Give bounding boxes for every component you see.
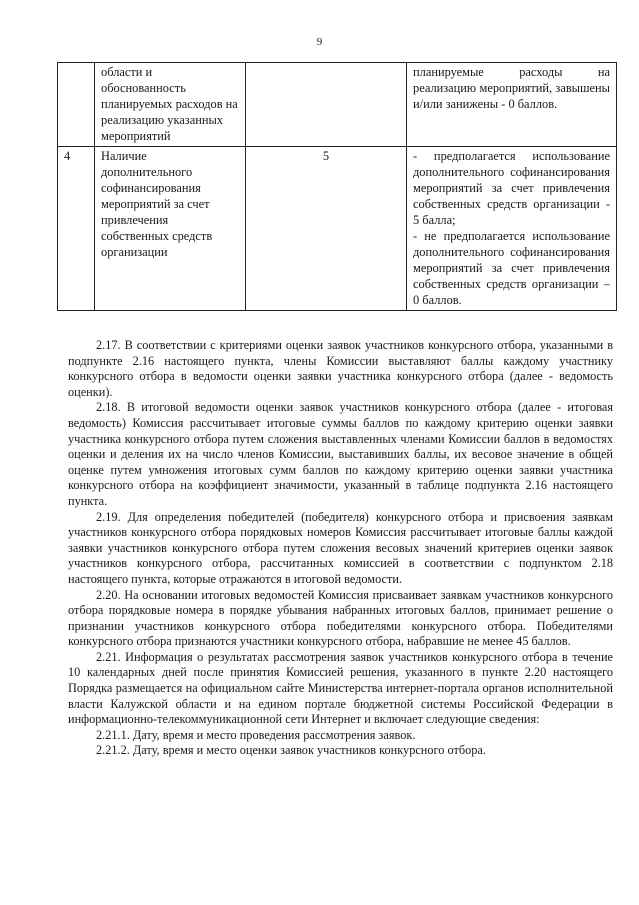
- scoring-description-cell: [407, 147, 617, 311]
- scoring-description-cell: [407, 63, 617, 147]
- document-body: [68, 338, 613, 759]
- paragraph-2-21-2: 2.21.2. Дату, время и место оценки заявок участников конкурсного отбора.: [96, 743, 486, 758]
- paragraph-2-19: 2.19. Для определения победителей (победителя) конкурсного отбора и присвоения заявкам участников конкурсного отбора порядковых номеров Комиссия рассчитывает итоговые баллы каждой заявки участников конкурсного отбора путем сложения весовых значений критериев оценки заявок участников конкурсного отбора, рассчитанных комиссией в соответствии с подпунктом 2.18 настоящего пункта, которые отражаются в итоговой ведомости.: [68, 509, 613, 586]
- criteria-table: [57, 62, 617, 311]
- max-score-cell: 5: [246, 147, 407, 311]
- paragraph-2-21: 2.21. Информация о результатах рассмотрения заявок участников конкурсного отбора в течение 10 календарных дней после принятия Комиссией решения, указанного в пункте 2.20 настоящего Порядка размещается на официальном сайте Министерства интернет-портала органов исполнительной власти Калужской области и на едином портале бюджетной системы Российской Федерации в информационно-телекоммуникационной сети Интернет и включает следующие сведения:: [68, 649, 613, 727]
- paragraph-2-21-1: 2.21.1. Дату, время и место проведения рассмотрения заявок.: [96, 727, 416, 742]
- scoring-description-line: - предполагается использование дополнительного софинансирования мероприятий за счет привлечения собственных средств организации - 5 балла;: [413, 149, 610, 227]
- table-row: [58, 63, 617, 147]
- row-number-cell: 4: [58, 147, 95, 311]
- paragraph-2-18: 2.18. В итоговой ведомости оценки заявок участников конкурсного отбора (далее - итоговая ведомость) Комиссия рассчитывает итоговые суммы баллов по каждому критерию оценки заявки участника конкурсного отбора путем сложения выставленных членами Комиссии баллов в ведомостях оценки и деления их на число членов Комиссии, выставивших баллы, их весовое значение в общей оценке путем умножения итоговых сумм баллов по каждому критерию оценки заявки участника конкурсного отбора на коэффициент значимости, указанный в таблице подпункта 2.16 настоящего пункта.: [68, 400, 613, 508]
- criterion-name-cell: области и обоснованность планируемых расходов на реализацию указанных мероприятий: [95, 63, 246, 147]
- scoring-description-line: - не предполагается использование дополнительного софинансирования мероприятий за счет привлечения собственных средств организации – 0 баллов.: [413, 229, 610, 307]
- page-number: 9: [316, 36, 323, 48]
- row-number-cell: [58, 63, 95, 147]
- table-row: [58, 147, 617, 311]
- criterion-name-cell: Наличие дополнительного софинансирования мероприятий за счет привлечения собственных средств организации: [95, 147, 246, 311]
- scoring-description-line: планируемые расходы на реализацию мероприятий, завышены и/или занижены - 0 баллов.: [413, 65, 610, 111]
- paragraph-2-17: 2.17. В соответствии с критериями оценки заявок участников конкурсного отбора, указанными в подпункте 2.16 настоящего пункта, члены Комиссии выставляют баллы каждому участнику конкурсного отбора в ведомости оценки заявки участника конкурсного отбора (далее - ведомость оценки).: [68, 338, 613, 399]
- max-score-cell: [246, 63, 407, 147]
- paragraph-2-20: 2.20. На основании итоговых ведомостей Комиссия присваивает заявкам участников конкурсного отбора порядковые номера в порядке убывания набранных итоговых баллов, принимает решение о признании участников конкурсного отбора победителями конкурсного отбора. Победителями конкурсного отбора признаются участники конкурсного отбора, набравшие не менее 45 баллов.: [68, 587, 613, 649]
